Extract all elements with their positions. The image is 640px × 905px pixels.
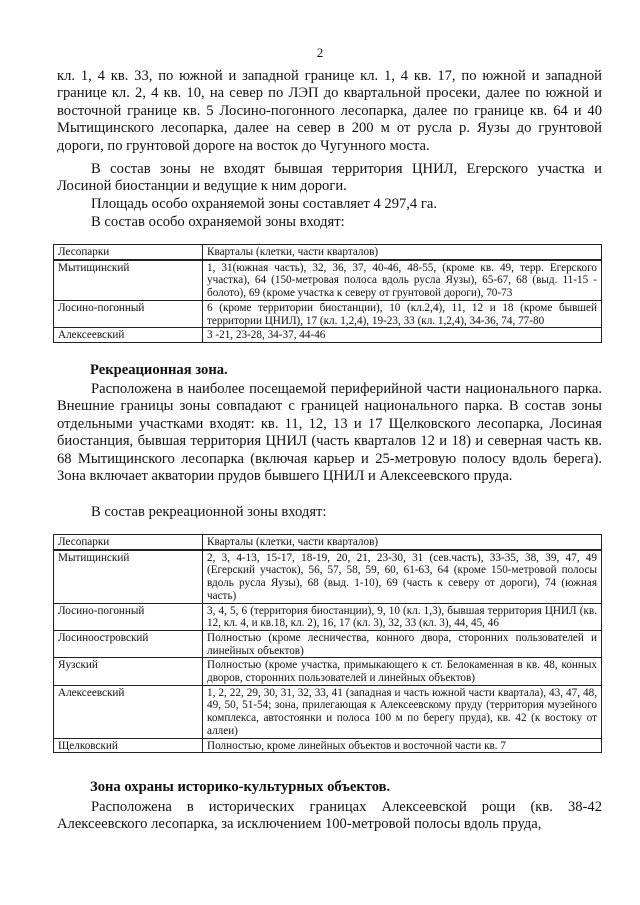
forest-park-name: Лосино-погонный [54,603,203,630]
forest-park-name: Мытищинский [54,550,203,603]
table-header-row [54,535,602,550]
quarters-list: 3, 4, 5, 6 (территория биостанции), 9, 10 (кл. 1,3), бывшая территория ЦНИЛ (кв. 12, кл. 4, и кв.18, кл. 2), 16, 17 (кл. 3), 32, 33 (кл. 3), 44, 45, 46 [203,603,602,630]
heritage-zone-heading: Зона охраны историко-культурных объектов. [90,779,391,795]
table-header-row [54,245,602,260]
column-header-quarters: Кварталы (клетки, части кварталов) [203,535,602,550]
table-row [54,685,602,738]
table-row [54,738,602,753]
quarters-list: 3 -21, 23-28, 34-37, 44-46 [203,328,602,343]
column-header-forest-parks: Лесопарки [54,535,203,550]
page-number: 2 [316,45,324,60]
protected-zone-composition-intro: В состав особо охраняемой зоны входят: [91,214,345,230]
forest-park-name: Лосиноостровский [54,630,203,657]
protected-zone-area: Площадь особо охраняемой зоны составляет 4 297,4 га. [91,196,437,212]
quarters-list: 6 (кроме территории биостанции), 10 (кл.2,4), 11, 12 и 18 (кроме бывшей территории ЦНИЛ), 17 (кл. 1,2,4), 19-23, 33 (кл. 1,2,4), 34-36, 74, 77-80 [203,300,602,327]
forest-park-name: Алексеевский [54,328,203,343]
forest-park-name: Щелковский [54,738,203,753]
table-row [54,328,602,343]
forest-park-name: Мытищинский [54,260,203,301]
recreation-zone-composition-intro: В состав рекреационной зоны входят: [91,504,327,520]
recreation-zone-table [53,534,602,753]
quarters-list: 1, 2, 22, 29, 30, 31, 32, 33, 41 (западная и часть южной части квартала), 43, 47, 48, 49, 50, 51-54; зона, прилегающая к Алексеевскому пруду (территория музейного комплекса, автостоянки и полоса 100 м по берегу пруда), кв. 42 (к востоку от аллеи) [203,685,602,738]
table-row [54,550,602,603]
protected-zone-table [53,244,602,343]
column-header-quarters: Кварталы (клетки, части кварталов) [203,245,602,260]
quarters-list: Полностью (кроме лесничества, конного двора, сторонних пользователей и линейных объектов) [203,630,602,657]
table-row [54,300,602,327]
quarters-list: Полностью (кроме участка, примыкающего к ст. Белокаменная в кв. 48, конных дворов, сторонних пользователей и линейных объектов) [203,658,602,685]
recreation-zone-paragraph: Расположена в наиболее посещаемой периферийной части национального парка. Внешние границы зоны совпадают с границей национального парка. В состав зоны отдельными участками входят: кв. 11, 12, 13 и 17 Щелковского лесопарка, Лосиная биостанция, бывшая территория ЦНИЛ (часть кварталов 12 и 18) и северная часть кв. 68 Мытищинского лесопарка (включая карьер и 25-метровую полосу вдоль берега). Зона включает акватории прудов бывшего ЦНИЛ и Алексеевского пруда. [57,381,602,485]
forest-park-name: Алексеевский [54,685,203,738]
boundary-description: кл. 1, 4 кв. 33, по южной и западной границе кл. 1, 4 кв. 17, по южной и западной границе кл. 2, 4 кв. 10, на север по ЛЭП до квартальной просеки, далее по южной и восточной границе кв. 5 Лосино-погонного лесопарка, далее по границе кв. 64 и 40 Мытищинского лесопарка, далее на север в 200 м от русла р. Яузы до грунтовой дороги, по грунтовой дороге на восток до Чугунного моста. [57,68,602,154]
quarters-list: 2, 3, 4-13, 15-17, 18-19, 20, 21, 23-30, 31 (сев.часть), 33-35, 38, 39, 47, 49 (Егерский участок), 56, 57, 58, 59, 60, 61-63, 64 (кроме 150-метровой полосы вдоль русла Яузы), 68 (выд. 1-10), 69 (часть к северу от дороги), 74 (южная часть) [203,550,602,603]
quarters-list: Полностью, кроме линейных объектов и восточной части кв. 7 [203,738,602,753]
heritage-zone-paragraph: Расположена в исторических границах Алексеевской рощи (кв. 38-42 Алексеевского лесопарка, за исключением 100-метровой полосы вдоль пруда, [57,799,602,833]
table-row [54,260,602,301]
quarters-list: 1, 31(южная часть), 32, 36, 37, 40-46, 48-55, (кроме кв. 49, терр. Егерского участка), 64 (150-метровая полоса вдоль русла Яузы), 65-67, 68 (выд. 11-15 - болото), 69 (кроме участка к северу от грунтовой дороги), 70-73 [203,260,602,301]
excluded-territories-paragraph: В состав зоны не входят бывшая территория ЦНИЛ, Егерского участка и Лосиной биостанции и ведущие к ним дороги. [57,161,602,195]
forest-park-name: Лосино-погонный [54,300,203,327]
forest-park-name: Яузский [54,658,203,685]
table-row [54,658,602,685]
table-row [54,630,602,657]
recreation-zone-heading: Рекреационная зона. [90,362,228,378]
table-row [54,603,602,630]
column-header-forest-parks: Лесопарки [54,245,203,260]
